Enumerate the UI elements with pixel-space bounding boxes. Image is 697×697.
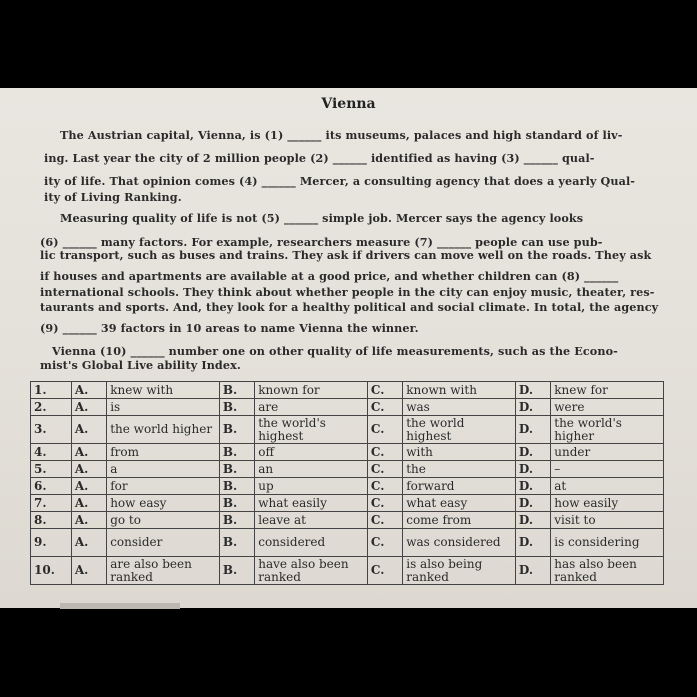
option-b: known for [255, 382, 368, 399]
option-a: is [107, 399, 220, 416]
question-number: 3. [31, 416, 72, 444]
letter-c: C. [367, 461, 402, 478]
options-table [30, 381, 664, 585]
letter-d: D. [515, 557, 550, 585]
text-line-1: The Austrian capital, Vienna, is (1) ______ its museums, palaces and high standard of liv- [60, 128, 623, 142]
letter-c: C. [367, 399, 402, 416]
option-c: the world highest [403, 416, 516, 444]
letter-b: B. [219, 478, 254, 495]
letter-a: A. [71, 444, 106, 461]
letter-d: D. [515, 382, 550, 399]
letter-c: C. [367, 444, 402, 461]
option-a: how easy [107, 495, 220, 512]
option-c: what easy [403, 495, 516, 512]
letter-d: D. [515, 529, 550, 557]
text-line-12: Vienna (10) ______ number one on other quality of life measurements, such as the Econo- [52, 344, 618, 358]
option-c: the [403, 461, 516, 478]
letter-d: D. [515, 512, 550, 529]
text-line-4: ity of Living Ranking. [44, 190, 182, 204]
option-a: for [107, 478, 220, 495]
option-d: at [551, 478, 664, 495]
question-number: 5. [31, 461, 72, 478]
letter-c: C. [367, 495, 402, 512]
letter-b: B. [219, 495, 254, 512]
table-row [31, 512, 664, 529]
letter-d: D. [515, 416, 550, 444]
letter-a: A. [71, 478, 106, 495]
table-row [31, 416, 664, 444]
option-c: was [403, 399, 516, 416]
letter-a: A. [71, 529, 106, 557]
page-edge-shadow [60, 603, 180, 609]
table-row [31, 461, 664, 478]
option-d: has also been ranked [551, 557, 664, 585]
option-b: up [255, 478, 368, 495]
option-a: from [107, 444, 220, 461]
option-d: visit to [551, 512, 664, 529]
question-number: 2. [31, 399, 72, 416]
option-a: knew with [107, 382, 220, 399]
letter-b: B. [219, 461, 254, 478]
letter-d: D. [515, 478, 550, 495]
option-d: how easily [551, 495, 664, 512]
letter-a: A. [71, 512, 106, 529]
option-b: considered [255, 529, 368, 557]
text-line-8: if houses and apartments are available at a good price, and whether children can (8) ______ [40, 269, 619, 283]
text-line-3: ity of life. That opinion comes (4) ______ Mercer, a consulting agency that does a yearly Qual- [44, 174, 636, 188]
letter-d: D. [515, 461, 550, 478]
option-d: were [551, 399, 664, 416]
option-d: is considering [551, 529, 664, 557]
option-b: what easily [255, 495, 368, 512]
text-line-13: mist's Global Live ability Index. [40, 358, 241, 372]
letter-c: C. [367, 557, 402, 585]
letter-d: D. [515, 444, 550, 461]
option-d: – [551, 461, 664, 478]
letter-b: B. [219, 529, 254, 557]
letter-c: C. [367, 529, 402, 557]
letter-b: B. [219, 444, 254, 461]
table-row [31, 444, 664, 461]
option-d: knew for [551, 382, 664, 399]
question-number: 8. [31, 512, 72, 529]
text-line-11: (9) ______ 39 factors in 10 areas to name Vienna the winner. [40, 321, 419, 335]
question-number: 1. [31, 382, 72, 399]
question-number: 4. [31, 444, 72, 461]
letter-a: A. [71, 461, 106, 478]
letter-d: D. [515, 495, 550, 512]
option-b: leave at [255, 512, 368, 529]
text-line-2: ing. Last year the city of 2 million people (2) ______ identified as having (3) ______ qual- [44, 151, 595, 165]
option-b: are [255, 399, 368, 416]
letter-c: C. [367, 512, 402, 529]
page-title: Vienna [321, 96, 376, 112]
letter-b: B. [219, 557, 254, 585]
text-line-6: (6) ______ many factors. For example, researchers measure (7) ______ people can use pub- [40, 235, 603, 249]
question-number: 7. [31, 495, 72, 512]
table-row [31, 478, 664, 495]
text-line-10: taurants and sports. And, they look for a healthy political and social climate. In total, the agency [40, 300, 659, 314]
letter-c: C. [367, 478, 402, 495]
letter-a: A. [71, 382, 106, 399]
table-row [31, 382, 664, 399]
option-a: go to [107, 512, 220, 529]
table-row [31, 557, 664, 585]
letter-a: A. [71, 399, 106, 416]
option-c: is also being ranked [403, 557, 516, 585]
question-number: 9. [31, 529, 72, 557]
option-a: consider [107, 529, 220, 557]
letter-c: C. [367, 382, 402, 399]
letter-b: B. [219, 512, 254, 529]
question-number: 6. [31, 478, 72, 495]
option-b: an [255, 461, 368, 478]
option-a: are also been ranked [107, 557, 220, 585]
option-d: under [551, 444, 664, 461]
text-line-5: Measuring quality of life is not (5) ______ simple job. Mercer says the agency looks [60, 211, 584, 225]
letter-a: A. [71, 495, 106, 512]
option-d: the world's higher [551, 416, 664, 444]
text-line-7: lic transport, such as buses and trains. They ask if drivers can move well on the roads. They ask [40, 248, 652, 262]
option-a: the world higher [107, 416, 220, 444]
letter-b: B. [219, 382, 254, 399]
option-b: off [255, 444, 368, 461]
option-c: known with [403, 382, 516, 399]
option-c: with [403, 444, 516, 461]
worksheet-page [0, 88, 697, 608]
table-row [31, 399, 664, 416]
table-row [31, 495, 664, 512]
letter-a: A. [71, 416, 106, 444]
table-row [31, 529, 664, 557]
letter-a: A. [71, 557, 106, 585]
option-b: have also been ranked [255, 557, 368, 585]
text-line-9: international schools. They think about whether people in the city can enjoy music, theater, res- [40, 285, 655, 299]
option-a: a [107, 461, 220, 478]
letter-c: C. [367, 416, 402, 444]
option-c: forward [403, 478, 516, 495]
option-b: the world's highest [255, 416, 368, 444]
option-c: come from [403, 512, 516, 529]
letter-d: D. [515, 399, 550, 416]
option-c: was considered [403, 529, 516, 557]
question-number: 10. [31, 557, 72, 585]
letter-b: B. [219, 416, 254, 444]
letter-b: B. [219, 399, 254, 416]
